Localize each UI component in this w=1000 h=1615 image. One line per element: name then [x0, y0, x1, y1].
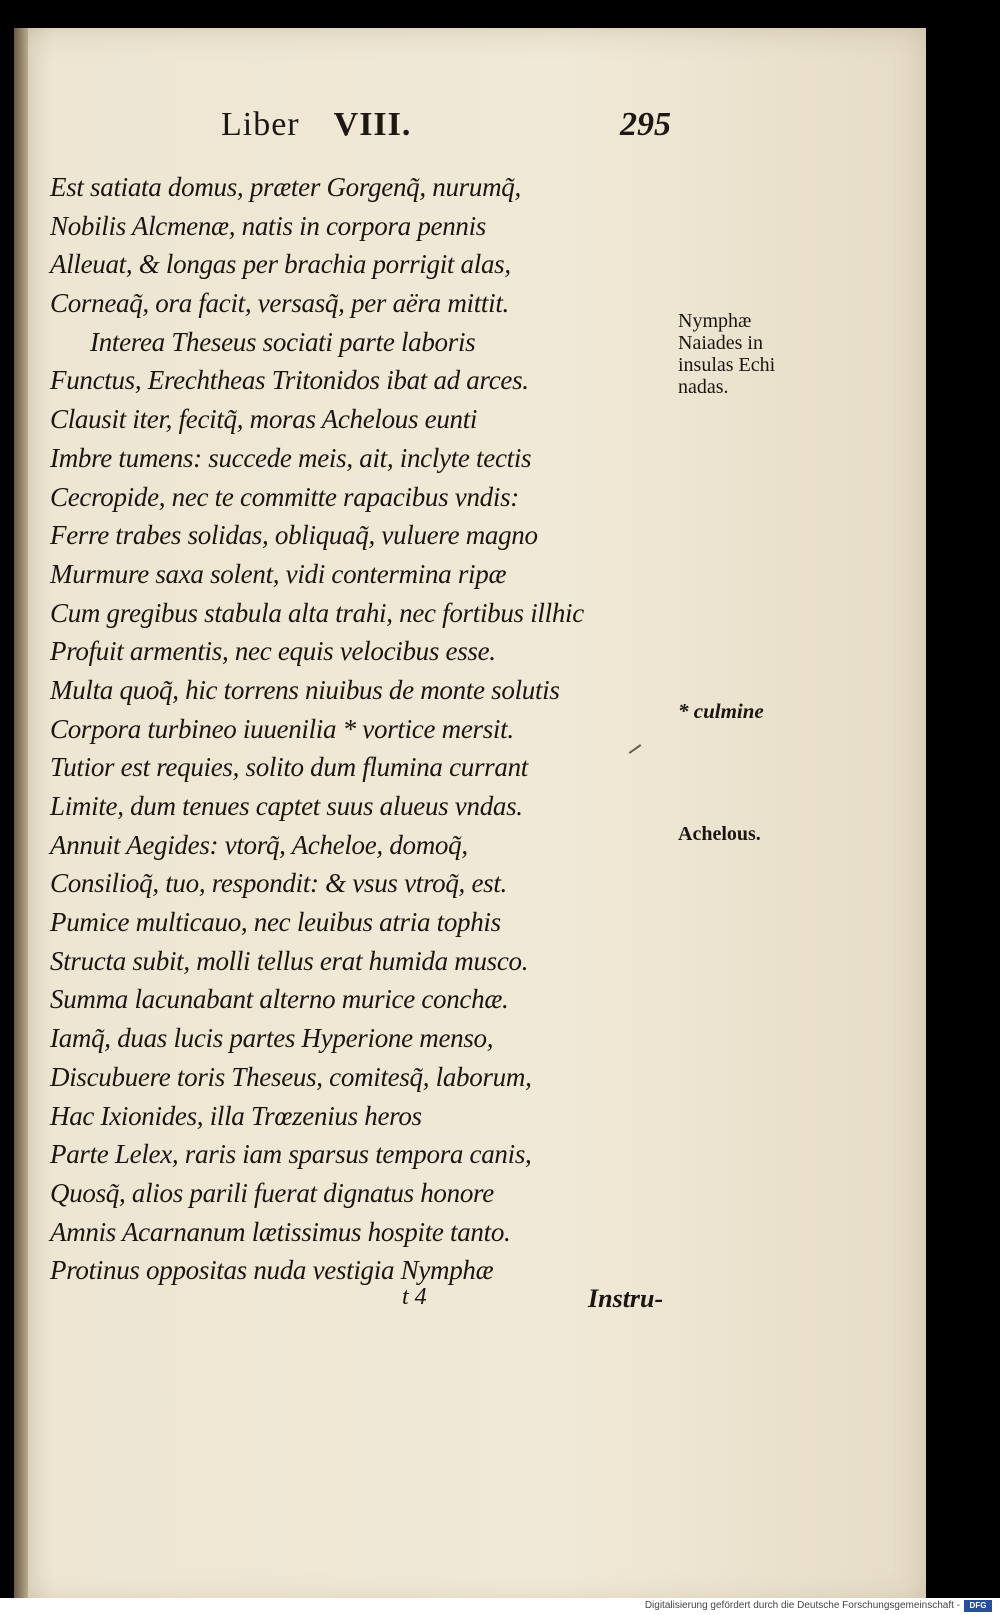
verse-line: Hac Ixionides, illa Trœzenius heros	[50, 1100, 422, 1131]
running-title	[221, 106, 411, 144]
verse-line: Consilioq̃, tuo, respondit: & vsus vtroq̃, est.	[50, 868, 507, 899]
verse-line: Amnis Acarnanum lætissimus hospite tanto.	[50, 1216, 511, 1247]
margin-note-line: Nymphæ	[678, 310, 752, 332]
verse-line: Cum gregibus stabula alta trahi, nec fortibus illhic	[50, 597, 584, 628]
verse-line: Interea Theseus sociati parte laboris	[90, 326, 476, 357]
verse-line: Clausit iter, fecitq̃, moras Achelous eunti	[50, 404, 478, 435]
margin-note-line: nadas.	[678, 376, 729, 398]
book-number: VIII.	[333, 106, 412, 143]
verse-line: Parte Lelex, raris iam sparsus tempora canis,	[50, 1139, 532, 1170]
verse-line: Cecropide, nec te committe rapacibus vndis:	[50, 481, 519, 512]
page-gutter	[14, 28, 28, 1606]
verse-block	[50, 168, 660, 1290]
verse-line: Discubuere toris Theseus, comitesq̃, laborum,	[50, 1061, 532, 1092]
verse-line: Pumice multicauo, nec leuibus atria tophis	[50, 907, 501, 938]
catchword: Instru-	[588, 1284, 664, 1313]
verse-line: Functus, Erechtheas Tritonidos ibat ad arces.	[50, 365, 529, 396]
page-number: 295	[620, 106, 671, 143]
verse-line: Limite, dum tenues captet suus alueus vndas.	[50, 791, 523, 821]
verse-line: Tutior est requies, solito dum flumina currant	[50, 752, 528, 783]
verse-line: Corneaq̃, ora facit, versasq̃, per aëra mittit.	[50, 288, 509, 319]
margin-note-line: insulas Echi	[678, 354, 776, 376]
verse-line: Summa lacunabant alterno murice conchæ.	[50, 984, 509, 1015]
verse-line: Est satiata domus, præter Gorgenq̃, nurumq̃,	[50, 172, 521, 202]
dfg-logo: DFG	[964, 1600, 992, 1612]
margin-note-achelous: Achelous.	[678, 823, 761, 845]
verse-line: Ferre trabes solidas, obliquaq̃, vuluere magno	[50, 520, 538, 551]
verse-line: Protinus oppositas nuda vestigia Nymphæ	[50, 1255, 494, 1286]
verse-line: Corpora turbineo iuuenilia * vortice mersit.	[50, 713, 514, 744]
margin-note-line: Naiades in	[678, 332, 763, 354]
verse-line: Imbre tumens: succede meis, ait, inclyte tectis	[50, 442, 532, 473]
verse-line: Alleuat, & longas per brachia porrigit alas,	[50, 249, 511, 280]
verse-line: Annuit Aegides: vtorq̃, Acheloe, domoq̃,	[50, 829, 468, 860]
verse-line: Profuit armentis, nec equis velocibus esse.	[50, 636, 496, 667]
verse-line: Structa subit, molli tellus erat humida musco.	[50, 945, 529, 976]
verse-line: Nobilis Alcmenæ, natis in corpora pennis	[50, 210, 487, 241]
verse-line: Multa quoq̃, hic torrens niuibus de monte solutis	[50, 674, 560, 705]
margin-note-nymphae	[678, 310, 798, 398]
verse-line: Quosq̃, alios parili fuerat dignatus honore	[50, 1177, 494, 1208]
running-title-text: Liber	[221, 106, 300, 143]
verse-line: Iamq̃, duas lucis partes Hyperione menso,	[50, 1023, 494, 1054]
signature-mark: t 4	[402, 1284, 427, 1310]
digitization-credit: Digitalisierung gefördert durch die Deutsche Forschungsgemeinschaft -	[644, 1600, 960, 1611]
margin-note-culmine: * culmine	[678, 699, 764, 723]
verse-line: Murmure saxa solent, vidi contermina ripæ	[50, 558, 507, 589]
